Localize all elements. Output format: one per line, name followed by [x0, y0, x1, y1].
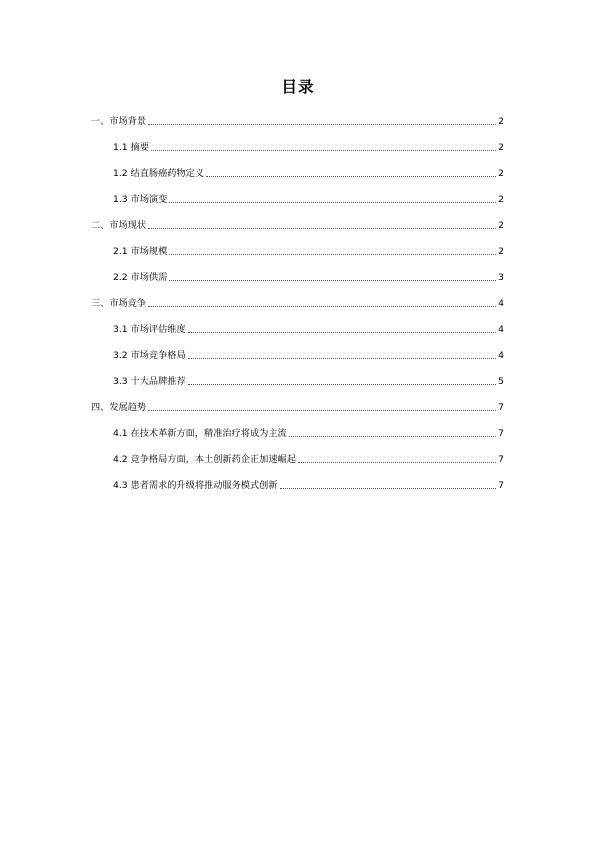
toc-dot-leader: [169, 254, 496, 255]
toc-page-number: 7: [498, 454, 504, 465]
toc-entry-label: 1.3 市场演变: [113, 194, 168, 205]
toc-entry-section[interactable]: [91, 233, 504, 259]
toc-list: [91, 103, 504, 493]
toc-entry-chapter[interactable]: [91, 285, 504, 311]
toc-entry-label: 二、市场现状: [91, 220, 147, 231]
toc-dot-leader: [148, 306, 496, 307]
toc-entry-section[interactable]: [91, 181, 504, 207]
toc-page-number: 2: [498, 246, 504, 257]
toc-entry-label: 4.2 竞争格局方面，本土创新药企正加速崛起: [113, 454, 296, 465]
toc-entry-chapter[interactable]: [91, 207, 504, 233]
toc-entry-section[interactable]: [91, 363, 504, 389]
toc-entry-label: 3.2 市场竞争格局: [113, 350, 186, 361]
toc-dot-leader: [148, 228, 496, 229]
toc-entry-section[interactable]: [91, 337, 504, 363]
toc-entry-label: 1.1 摘要: [113, 142, 149, 153]
toc-entry-label: 4.3 患者需求的升级将推动服务模式创新: [113, 480, 278, 491]
toc-page-number: 2: [498, 194, 504, 205]
toc-entry-chapter[interactable]: [91, 389, 504, 415]
toc-page-number: 7: [498, 402, 504, 413]
toc-entry-section[interactable]: [91, 129, 504, 155]
toc-entry-section[interactable]: [91, 441, 504, 467]
toc-entry-label: 3.1 市场评估维度: [113, 324, 186, 335]
toc-entry-section[interactable]: [91, 259, 504, 285]
toc-dot-leader: [298, 462, 496, 463]
toc-page-number: 4: [498, 324, 504, 335]
toc-dot-leader: [188, 332, 496, 333]
toc-entry-section[interactable]: [91, 467, 504, 493]
toc-entry-section[interactable]: [91, 415, 504, 441]
toc-page-number: 2: [498, 168, 504, 179]
toc-page-number: 2: [498, 220, 504, 231]
toc-page-number: 4: [498, 298, 504, 309]
toc-entry-label: 四、发展趋势: [91, 402, 147, 413]
toc-entry-chapter[interactable]: [91, 103, 504, 129]
toc-entry-section[interactable]: [91, 311, 504, 337]
toc-entry-label: 3.3 十大品牌推荐: [113, 376, 186, 387]
toc-dot-leader: [188, 384, 496, 385]
toc-page-number: 4: [498, 350, 504, 361]
toc-page-number: 7: [498, 480, 504, 491]
toc-dot-leader: [169, 202, 496, 203]
toc-entry-label: 2.1 市场规模: [113, 246, 168, 257]
toc-entry-label: 一、市场背景: [91, 116, 147, 127]
toc-dot-leader: [280, 488, 497, 489]
toc-entry-label: 2.2 市场供需: [113, 272, 168, 283]
toc-dot-leader: [188, 358, 496, 359]
toc-page-number: 7: [498, 428, 504, 439]
toc-page-number: 2: [498, 116, 504, 127]
toc-entry-label: 1.2 结直肠癌药物定义: [113, 168, 205, 179]
toc-dot-leader: [289, 436, 496, 437]
toc-entry-label: 三、市场竞争: [91, 298, 147, 309]
toc-page-number: 3: [498, 272, 504, 283]
toc-page-number: 2: [498, 142, 504, 153]
toc-dot-leader: [169, 280, 496, 281]
toc-title: 目录: [281, 78, 315, 96]
toc-dot-leader: [206, 176, 496, 177]
toc-entry-label: 4.1 在技术革新方面，精准治疗将成为主流: [113, 428, 287, 439]
toc-dot-leader: [148, 124, 496, 125]
toc-entry-section[interactable]: [91, 155, 504, 181]
toc-dot-leader: [151, 150, 496, 151]
toc-dot-leader: [148, 410, 496, 411]
toc-page-number: 5: [498, 376, 504, 387]
